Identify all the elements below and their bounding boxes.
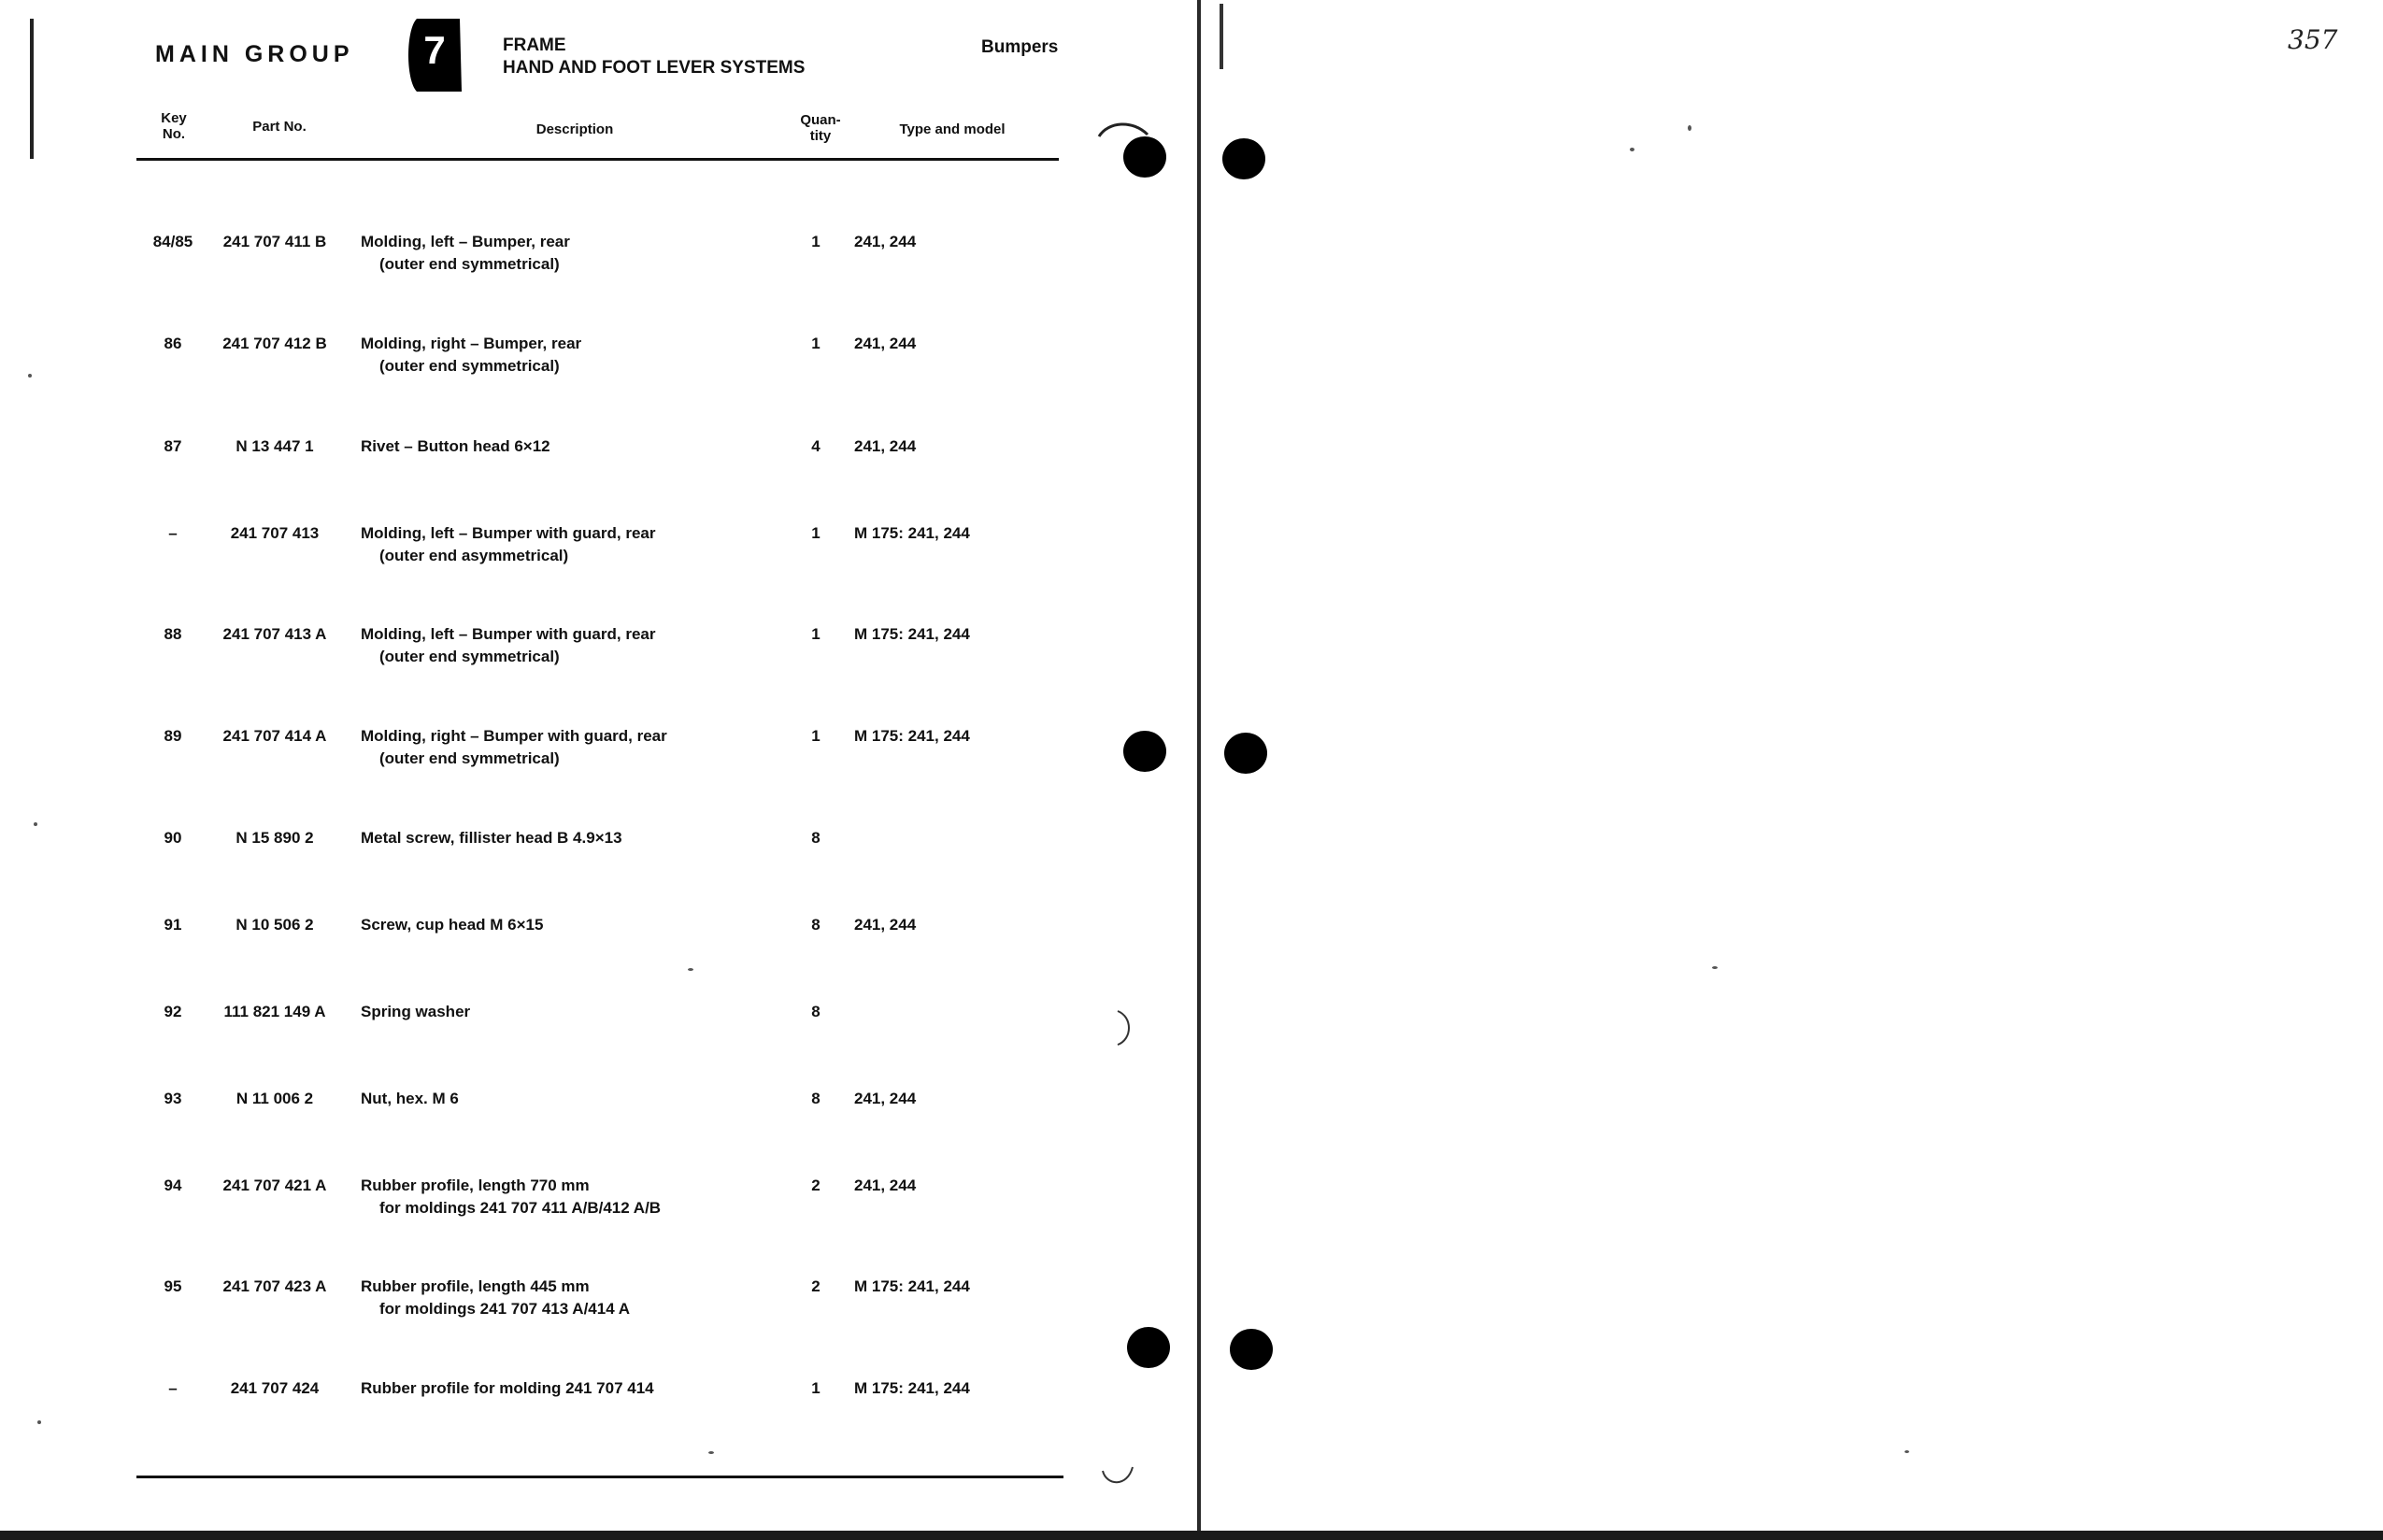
description xyxy=(361,916,781,938)
scan-speck xyxy=(1688,125,1691,131)
type-model: M 175: 241, 244 xyxy=(854,727,970,745)
punch-hole-icon xyxy=(1127,1327,1170,1368)
key-no: 92 xyxy=(164,1003,182,1020)
quantity: 1 xyxy=(811,524,820,542)
description-line: Screw, cup head M 6×15 xyxy=(361,916,544,934)
description-line: Rubber profile for molding 241 707 414 xyxy=(361,1379,654,1397)
type-model: 241, 244 xyxy=(854,335,917,352)
type-model: M 175: 241, 244 xyxy=(854,625,970,643)
quantity: 8 xyxy=(811,1003,820,1020)
key-no: – xyxy=(168,524,178,542)
description-line: Rivet – Button head 6×12 xyxy=(361,437,550,455)
quantity: 1 xyxy=(811,727,820,745)
description-line: Metal screw, fillister head B 4.9×13 xyxy=(361,829,622,847)
header-section: Bumpers xyxy=(981,37,1059,57)
type-model: M 175: 241, 244 xyxy=(854,1379,970,1397)
quantity: 8 xyxy=(811,916,820,934)
header-title-subtitle: HAND AND FOOT LEVER SYSTEMS xyxy=(503,58,806,78)
description xyxy=(361,1176,781,1218)
scan-speck xyxy=(1630,148,1634,151)
key-no: 93 xyxy=(164,1090,182,1107)
type-model: 241, 244 xyxy=(854,437,917,455)
type-model: 241, 244 xyxy=(854,916,917,934)
description-line: Molding, right – Bumper, rear xyxy=(361,335,582,352)
part-no: 241 707 412 B xyxy=(222,335,327,352)
ring-mark-icon xyxy=(1099,1448,1136,1490)
quantity: 2 xyxy=(811,1277,820,1295)
description-detail: for moldings 241 707 413 A/414 A xyxy=(379,1300,631,1318)
column-part-no: Part No. xyxy=(252,119,307,135)
quantity: 1 xyxy=(811,1379,820,1397)
part-no: 241 707 421 A xyxy=(222,1176,327,1194)
scan-speck xyxy=(688,968,693,971)
table-row xyxy=(0,1277,1198,1333)
column-quantity: Quan- tity xyxy=(800,112,841,144)
description-line: Rubber profile, length 445 mm xyxy=(361,1277,590,1295)
description xyxy=(361,727,781,768)
quantity: 1 xyxy=(811,335,820,352)
part-no: 241 707 423 A xyxy=(222,1277,327,1295)
quantity: 4 xyxy=(811,437,820,455)
main-group-label: MAIN GROUP xyxy=(155,41,354,67)
description-line: Molding, right – Bumper with guard, rear xyxy=(361,727,667,745)
table-row xyxy=(0,335,1198,391)
type-model: M 175: 241, 244 xyxy=(854,524,970,542)
key-no: – xyxy=(168,1379,178,1397)
ring-mark-icon xyxy=(1099,1007,1136,1048)
key-no: 88 xyxy=(164,625,182,643)
description-line: Molding, left – Bumper, rear xyxy=(361,233,570,250)
column-description: Description xyxy=(535,121,614,137)
header-title-frame: FRAME xyxy=(503,36,566,55)
type-model: 241, 244 xyxy=(854,1090,917,1107)
column-key-no: Key No. xyxy=(161,110,187,142)
table-row xyxy=(0,829,1198,885)
right-page xyxy=(1201,0,2383,1531)
part-no: N 13 447 1 xyxy=(235,437,314,455)
scan-speck xyxy=(28,374,32,378)
description xyxy=(361,1003,781,1025)
quantity: 2 xyxy=(811,1176,820,1194)
description-line: Molding, left – Bumper with guard, rear xyxy=(361,524,656,542)
description xyxy=(361,437,781,460)
part-no: N 15 890 2 xyxy=(235,829,314,847)
punch-hole-icon xyxy=(1123,731,1166,772)
part-no: N 10 506 2 xyxy=(235,916,314,934)
ring-mark-icon xyxy=(1095,118,1151,155)
description xyxy=(361,1090,781,1112)
footer-rule xyxy=(136,1476,1063,1478)
description xyxy=(361,233,781,274)
table-row xyxy=(0,916,1198,972)
punch-hole-icon xyxy=(1230,1329,1273,1370)
key-no: 91 xyxy=(164,916,182,934)
table-row xyxy=(0,625,1198,681)
part-no: 241 707 424 xyxy=(230,1379,320,1397)
table-row xyxy=(0,233,1198,289)
description xyxy=(361,625,781,666)
part-no: 241 707 414 A xyxy=(222,727,327,745)
punch-hole-icon xyxy=(1224,733,1267,774)
description xyxy=(361,524,781,565)
description-detail: (outer end symmetrical) xyxy=(379,357,560,375)
type-model: 241, 244 xyxy=(854,233,917,250)
quantity: 1 xyxy=(811,625,820,643)
key-no: 87 xyxy=(164,437,182,455)
description xyxy=(361,1277,781,1319)
description-line: Rubber profile, length 770 mm xyxy=(361,1176,590,1194)
key-no: 84/85 xyxy=(152,233,193,250)
description xyxy=(361,1379,781,1402)
part-no: N 11 006 2 xyxy=(235,1090,314,1107)
key-no: 86 xyxy=(164,335,182,352)
description-detail: (outer end symmetrical) xyxy=(379,648,560,665)
description-line: Spring washer xyxy=(361,1003,471,1020)
type-model: 241, 244 xyxy=(854,1176,917,1194)
group-number: 7 xyxy=(423,28,446,72)
quantity: 8 xyxy=(811,1090,820,1107)
scan-speck xyxy=(1712,966,1718,969)
scan-speck xyxy=(37,1420,41,1424)
description-detail: (outer end symmetrical) xyxy=(379,749,560,767)
part-no: 111 821 149 A xyxy=(223,1003,326,1020)
table-row xyxy=(0,437,1198,493)
column-type-model: Type and model xyxy=(899,121,1006,137)
table-row xyxy=(0,727,1198,783)
part-no: 241 707 411 B xyxy=(222,233,327,250)
quantity: 8 xyxy=(811,829,820,847)
punch-hole-icon xyxy=(1222,138,1265,179)
description-line: Nut, hex. M 6 xyxy=(361,1090,459,1107)
description-detail: (outer end asymmetrical) xyxy=(379,547,569,564)
quantity: 1 xyxy=(811,233,820,250)
scan-speck xyxy=(1905,1450,1909,1453)
description-detail: for moldings 241 707 411 A/B/412 A/B xyxy=(379,1199,662,1217)
description-detail: (outer end symmetrical) xyxy=(379,255,560,273)
type-model: M 175: 241, 244 xyxy=(854,1277,970,1295)
scan-speck xyxy=(34,822,37,826)
table-row xyxy=(0,524,1198,580)
key-no: 94 xyxy=(164,1176,182,1194)
description xyxy=(361,829,781,851)
part-no: 241 707 413 xyxy=(230,524,320,542)
key-no: 90 xyxy=(164,829,182,847)
scan-speck xyxy=(708,1451,714,1454)
table-row xyxy=(0,1176,1198,1233)
table-row xyxy=(0,1003,1198,1059)
key-no: 95 xyxy=(164,1277,182,1295)
key-no: 89 xyxy=(164,727,182,745)
table-row xyxy=(0,1090,1198,1146)
table-row xyxy=(0,1379,1198,1435)
right-edge-mark xyxy=(1220,4,1223,69)
page-number: 357 xyxy=(2288,24,2338,55)
part-no: 241 707 413 A xyxy=(222,625,327,643)
description-line: Molding, left – Bumper with guard, rear xyxy=(361,625,656,643)
description xyxy=(361,335,781,376)
